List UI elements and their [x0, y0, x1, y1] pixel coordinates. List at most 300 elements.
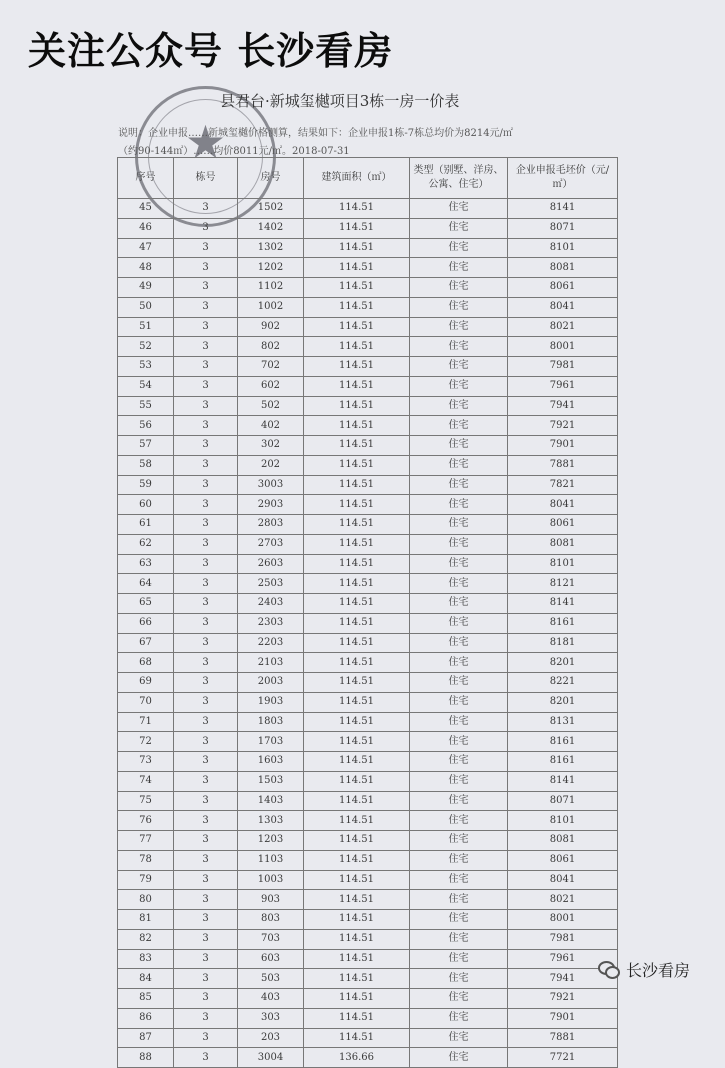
cell-room: 1002	[238, 297, 304, 317]
cell-seq: 56	[118, 416, 174, 436]
cell-seq: 55	[118, 396, 174, 416]
cell-room: 1603	[238, 752, 304, 772]
cell-room: 1703	[238, 732, 304, 752]
cell-area: 114.51	[304, 949, 410, 969]
cell-room: 2003	[238, 673, 304, 693]
cell-type: 住宅	[410, 771, 508, 791]
cell-seq: 72	[118, 732, 174, 752]
cell-type: 住宅	[410, 673, 508, 693]
cell-price: 8081	[508, 831, 618, 851]
cell-price: 8081	[508, 258, 618, 278]
cell-building: 3	[174, 791, 238, 811]
cell-area: 114.51	[304, 712, 410, 732]
cell-area: 114.51	[304, 850, 410, 870]
table-row	[118, 791, 618, 811]
cell-building: 3	[174, 712, 238, 732]
cell-building: 3	[174, 199, 238, 219]
table-row	[118, 376, 618, 396]
table-row	[118, 732, 618, 752]
cell-type: 住宅	[410, 396, 508, 416]
cell-seq: 71	[118, 712, 174, 732]
table-row	[118, 199, 618, 219]
cell-building: 3	[174, 495, 238, 515]
cell-type: 住宅	[410, 831, 508, 851]
cell-room: 2203	[238, 633, 304, 653]
cell-building: 3	[174, 337, 238, 357]
cell-type: 住宅	[410, 890, 508, 910]
cell-seq: 60	[118, 495, 174, 515]
cell-room: 2303	[238, 613, 304, 633]
cell-area: 114.51	[304, 653, 410, 673]
cell-price: 8101	[508, 811, 618, 831]
cell-seq: 48	[118, 258, 174, 278]
cell-seq: 46	[118, 218, 174, 238]
cell-price: 8161	[508, 752, 618, 772]
cell-price: 7901	[508, 436, 618, 456]
table-row	[118, 1028, 618, 1048]
cell-type: 住宅	[410, 594, 508, 614]
cell-area: 114.51	[304, 199, 410, 219]
cell-building: 3	[174, 692, 238, 712]
cell-building: 3	[174, 949, 238, 969]
cell-type: 住宅	[410, 376, 508, 396]
cell-seq: 70	[118, 692, 174, 712]
cell-room: 1102	[238, 278, 304, 298]
cell-seq: 83	[118, 949, 174, 969]
cell-price: 7981	[508, 357, 618, 377]
cell-type: 住宅	[410, 357, 508, 377]
cell-price: 8001	[508, 337, 618, 357]
cell-seq: 57	[118, 436, 174, 456]
table-row	[118, 910, 618, 930]
banner-title: 关注公众号 长沙看房	[28, 29, 394, 73]
cell-price: 7881	[508, 1028, 618, 1048]
cell-room: 2403	[238, 594, 304, 614]
cell-seq: 86	[118, 1008, 174, 1028]
cell-seq: 73	[118, 752, 174, 772]
cell-price: 8021	[508, 317, 618, 337]
cell-type: 住宅	[410, 653, 508, 673]
table-row	[118, 890, 618, 910]
cell-price: 8061	[508, 850, 618, 870]
table-row	[118, 574, 618, 594]
cell-room: 202	[238, 455, 304, 475]
cell-room: 1803	[238, 712, 304, 732]
cell-area: 114.51	[304, 969, 410, 989]
table-header-row	[118, 158, 618, 199]
document-note-line-1: 说明：企业申报……新城玺樾价格测算，结果如下：企业申报1栋-7栋总均价为8214元/㎡	[118, 128, 513, 139]
cell-seq: 77	[118, 831, 174, 851]
cell-area: 114.51	[304, 416, 410, 436]
cell-area: 114.51	[304, 574, 410, 594]
cell-type: 住宅	[410, 297, 508, 317]
cell-room: 603	[238, 949, 304, 969]
cell-price: 8081	[508, 534, 618, 554]
cell-building: 3	[174, 653, 238, 673]
cell-building: 3	[174, 910, 238, 930]
table-row	[118, 455, 618, 475]
table-row	[118, 337, 618, 357]
cell-type: 住宅	[410, 495, 508, 515]
cell-type: 住宅	[410, 554, 508, 574]
table-row	[118, 712, 618, 732]
cell-building: 3	[174, 357, 238, 377]
cell-building: 3	[174, 890, 238, 910]
cell-room: 702	[238, 357, 304, 377]
cell-seq: 50	[118, 297, 174, 317]
cell-room: 1103	[238, 850, 304, 870]
cell-area: 114.51	[304, 357, 410, 377]
cell-room: 803	[238, 910, 304, 930]
table-row	[118, 1048, 618, 1068]
cell-price: 7881	[508, 455, 618, 475]
table-row	[118, 278, 618, 298]
cell-area: 114.51	[304, 218, 410, 238]
cell-type: 住宅	[410, 752, 508, 772]
cell-seq: 61	[118, 515, 174, 535]
cell-price: 8181	[508, 633, 618, 653]
cell-seq: 68	[118, 653, 174, 673]
cell-price: 8021	[508, 890, 618, 910]
cell-room: 1402	[238, 218, 304, 238]
cell-seq: 58	[118, 455, 174, 475]
cell-area: 114.51	[304, 791, 410, 811]
cell-building: 3	[174, 534, 238, 554]
cell-seq: 69	[118, 673, 174, 693]
cell-price: 8101	[508, 554, 618, 574]
table-row	[118, 653, 618, 673]
cell-building: 3	[174, 317, 238, 337]
table-row	[118, 416, 618, 436]
cell-room: 2903	[238, 495, 304, 515]
cell-building: 3	[174, 811, 238, 831]
cell-area: 114.51	[304, 1008, 410, 1028]
cell-type: 住宅	[410, 949, 508, 969]
cell-area: 114.51	[304, 317, 410, 337]
table-row	[118, 436, 618, 456]
header-room: 房号	[238, 158, 304, 199]
cell-price: 8071	[508, 218, 618, 238]
cell-type: 住宅	[410, 278, 508, 298]
cell-area: 114.51	[304, 811, 410, 831]
table-row	[118, 258, 618, 278]
cell-building: 3	[174, 238, 238, 258]
cell-price: 8141	[508, 199, 618, 219]
cell-seq: 79	[118, 870, 174, 890]
cell-seq: 54	[118, 376, 174, 396]
table-row	[118, 949, 618, 969]
cell-room: 1303	[238, 811, 304, 831]
cell-seq: 49	[118, 278, 174, 298]
cell-type: 住宅	[410, 1028, 508, 1048]
cell-building: 3	[174, 673, 238, 693]
cell-seq: 59	[118, 475, 174, 495]
cell-area: 114.51	[304, 278, 410, 298]
cell-room: 1403	[238, 791, 304, 811]
cell-room: 3004	[238, 1048, 304, 1068]
cell-area: 114.51	[304, 594, 410, 614]
table-row	[118, 870, 618, 890]
cell-building: 3	[174, 732, 238, 752]
cell-building: 3	[174, 831, 238, 851]
cell-seq: 47	[118, 238, 174, 258]
cell-price: 8141	[508, 771, 618, 791]
cell-building: 3	[174, 416, 238, 436]
cell-area: 114.51	[304, 238, 410, 258]
cell-seq: 62	[118, 534, 174, 554]
cell-area: 114.51	[304, 613, 410, 633]
cell-room: 1302	[238, 238, 304, 258]
cell-type: 住宅	[410, 199, 508, 219]
cell-area: 114.51	[304, 989, 410, 1009]
cell-price: 8201	[508, 653, 618, 673]
cell-seq: 81	[118, 910, 174, 930]
cell-room: 1903	[238, 692, 304, 712]
cell-price: 8161	[508, 613, 618, 633]
cell-seq: 87	[118, 1028, 174, 1048]
cell-building: 3	[174, 278, 238, 298]
cell-type: 住宅	[410, 475, 508, 495]
watermark-label: 长沙看房	[626, 961, 691, 980]
wechat-icon	[598, 961, 620, 979]
table-row	[118, 811, 618, 831]
cell-area: 114.51	[304, 910, 410, 930]
table-row	[118, 850, 618, 870]
cell-price: 8061	[508, 278, 618, 298]
cell-building: 3	[174, 218, 238, 238]
table-row	[118, 396, 618, 416]
cell-area: 114.51	[304, 870, 410, 890]
cell-building: 3	[174, 436, 238, 456]
cell-area: 114.51	[304, 475, 410, 495]
table-body	[118, 199, 618, 1068]
cell-building: 3	[174, 594, 238, 614]
header-seq: 序号	[118, 158, 174, 199]
table-row	[118, 1008, 618, 1028]
cell-seq: 80	[118, 890, 174, 910]
cell-area: 114.51	[304, 554, 410, 574]
table-row	[118, 317, 618, 337]
cell-room: 203	[238, 1028, 304, 1048]
cell-type: 住宅	[410, 811, 508, 831]
cell-building: 3	[174, 297, 238, 317]
cell-price: 8201	[508, 692, 618, 712]
cell-area: 114.51	[304, 495, 410, 515]
cell-type: 住宅	[410, 732, 508, 752]
cell-price: 7921	[508, 416, 618, 436]
cell-price: 7721	[508, 1048, 618, 1068]
cell-seq: 63	[118, 554, 174, 574]
cell-room: 403	[238, 989, 304, 1009]
cell-building: 3	[174, 989, 238, 1009]
cell-price: 8041	[508, 495, 618, 515]
cell-price: 7901	[508, 1008, 618, 1028]
cell-price: 8001	[508, 910, 618, 930]
header-price: 企业申报毛坯价（元/㎡）	[508, 158, 618, 199]
cell-type: 住宅	[410, 436, 508, 456]
cell-building: 3	[174, 870, 238, 890]
table-row	[118, 534, 618, 554]
cell-price: 8121	[508, 574, 618, 594]
cell-room: 903	[238, 890, 304, 910]
table-row	[118, 495, 618, 515]
cell-type: 住宅	[410, 455, 508, 475]
table-row	[118, 969, 618, 989]
cell-seq: 76	[118, 811, 174, 831]
cell-price: 8041	[508, 297, 618, 317]
cell-price: 7941	[508, 969, 618, 989]
cell-room: 3003	[238, 475, 304, 495]
cell-type: 住宅	[410, 238, 508, 258]
cell-type: 住宅	[410, 791, 508, 811]
cell-type: 住宅	[410, 910, 508, 930]
header-building: 栋号	[174, 158, 238, 199]
cell-room: 503	[238, 969, 304, 989]
table-row	[118, 515, 618, 535]
cell-building: 3	[174, 396, 238, 416]
cell-room: 502	[238, 396, 304, 416]
cell-type: 住宅	[410, 515, 508, 535]
cell-area: 114.51	[304, 692, 410, 712]
cell-type: 住宅	[410, 969, 508, 989]
cell-seq: 67	[118, 633, 174, 653]
cell-building: 3	[174, 929, 238, 949]
watermark	[598, 958, 690, 981]
cell-room: 2103	[238, 653, 304, 673]
table-row	[118, 929, 618, 949]
seal-star-icon: ★	[184, 115, 227, 169]
header-type: 类型（别墅、洋房、公寓、住宅）	[410, 158, 508, 199]
table-row	[118, 633, 618, 653]
cell-area: 114.51	[304, 258, 410, 278]
cell-area: 114.51	[304, 771, 410, 791]
cell-seq: 82	[118, 929, 174, 949]
cell-area: 114.51	[304, 396, 410, 416]
cell-area: 114.51	[304, 1028, 410, 1048]
cell-building: 3	[174, 1048, 238, 1068]
cell-type: 住宅	[410, 989, 508, 1009]
cell-type: 住宅	[410, 534, 508, 554]
cell-building: 3	[174, 376, 238, 396]
cell-area: 114.51	[304, 633, 410, 653]
cell-room: 2603	[238, 554, 304, 574]
cell-room: 1503	[238, 771, 304, 791]
table-row	[118, 613, 618, 633]
cell-room: 902	[238, 317, 304, 337]
table-row	[118, 357, 618, 377]
cell-room: 303	[238, 1008, 304, 1028]
cell-price: 8041	[508, 870, 618, 890]
cell-building: 3	[174, 475, 238, 495]
document-note-line-2: （约90-144㎡）……均价8011元/㎡。2018-07-31	[118, 146, 350, 157]
cell-seq: 53	[118, 357, 174, 377]
cell-seq: 78	[118, 850, 174, 870]
cell-room: 2703	[238, 534, 304, 554]
document-title: 县君台·新城玺樾项目3栋一房一价表	[220, 92, 460, 110]
cell-type: 住宅	[410, 337, 508, 357]
cell-room: 2503	[238, 574, 304, 594]
cell-price: 8071	[508, 791, 618, 811]
cell-type: 住宅	[410, 416, 508, 436]
table-row	[118, 594, 618, 614]
cell-room: 1202	[238, 258, 304, 278]
table-row	[118, 297, 618, 317]
cell-price: 8061	[508, 515, 618, 535]
cell-building: 3	[174, 752, 238, 772]
cell-building: 3	[174, 574, 238, 594]
cell-type: 住宅	[410, 870, 508, 890]
cell-building: 3	[174, 969, 238, 989]
cell-price: 8141	[508, 594, 618, 614]
cell-seq: 65	[118, 594, 174, 614]
cell-area: 114.51	[304, 831, 410, 851]
cell-building: 3	[174, 1008, 238, 1028]
cell-price: 8221	[508, 673, 618, 693]
cell-price: 8131	[508, 712, 618, 732]
cell-building: 3	[174, 1028, 238, 1048]
cell-type: 住宅	[410, 317, 508, 337]
cell-area: 114.51	[304, 890, 410, 910]
cell-price: 7981	[508, 929, 618, 949]
cell-seq: 75	[118, 791, 174, 811]
cell-area: 114.51	[304, 297, 410, 317]
cell-area: 114.51	[304, 436, 410, 456]
cell-area: 114.51	[304, 752, 410, 772]
cell-building: 3	[174, 258, 238, 278]
cell-type: 住宅	[410, 712, 508, 732]
cell-type: 住宅	[410, 574, 508, 594]
cell-price: 7961	[508, 949, 618, 969]
table-row	[118, 989, 618, 1009]
cell-type: 住宅	[410, 633, 508, 653]
cell-building: 3	[174, 613, 238, 633]
cell-seq: 64	[118, 574, 174, 594]
cell-room: 703	[238, 929, 304, 949]
cell-type: 住宅	[410, 218, 508, 238]
cell-room: 302	[238, 436, 304, 456]
cell-type: 住宅	[410, 613, 508, 633]
table-row	[118, 673, 618, 693]
table-row	[118, 692, 618, 712]
header-area: 建筑面积（㎡）	[304, 158, 410, 199]
table-row	[118, 831, 618, 851]
cell-price: 7821	[508, 475, 618, 495]
cell-price: 8101	[508, 238, 618, 258]
cell-area: 114.51	[304, 515, 410, 535]
cell-room: 802	[238, 337, 304, 357]
cell-seq: 52	[118, 337, 174, 357]
cell-building: 3	[174, 850, 238, 870]
cell-seq: 85	[118, 989, 174, 1009]
cell-area: 114.51	[304, 929, 410, 949]
cell-type: 住宅	[410, 692, 508, 712]
table-row	[118, 752, 618, 772]
cell-room: 1003	[238, 870, 304, 890]
cell-price: 7921	[508, 989, 618, 1009]
table-row	[118, 554, 618, 574]
cell-area: 114.51	[304, 732, 410, 752]
cell-area: 114.51	[304, 376, 410, 396]
cell-area: 114.51	[304, 673, 410, 693]
cell-room: 2803	[238, 515, 304, 535]
cell-building: 3	[174, 455, 238, 475]
cell-price: 8161	[508, 732, 618, 752]
cell-seq: 66	[118, 613, 174, 633]
table-row	[118, 771, 618, 791]
cell-type: 住宅	[410, 258, 508, 278]
cell-price: 7941	[508, 396, 618, 416]
cell-area: 114.51	[304, 455, 410, 475]
